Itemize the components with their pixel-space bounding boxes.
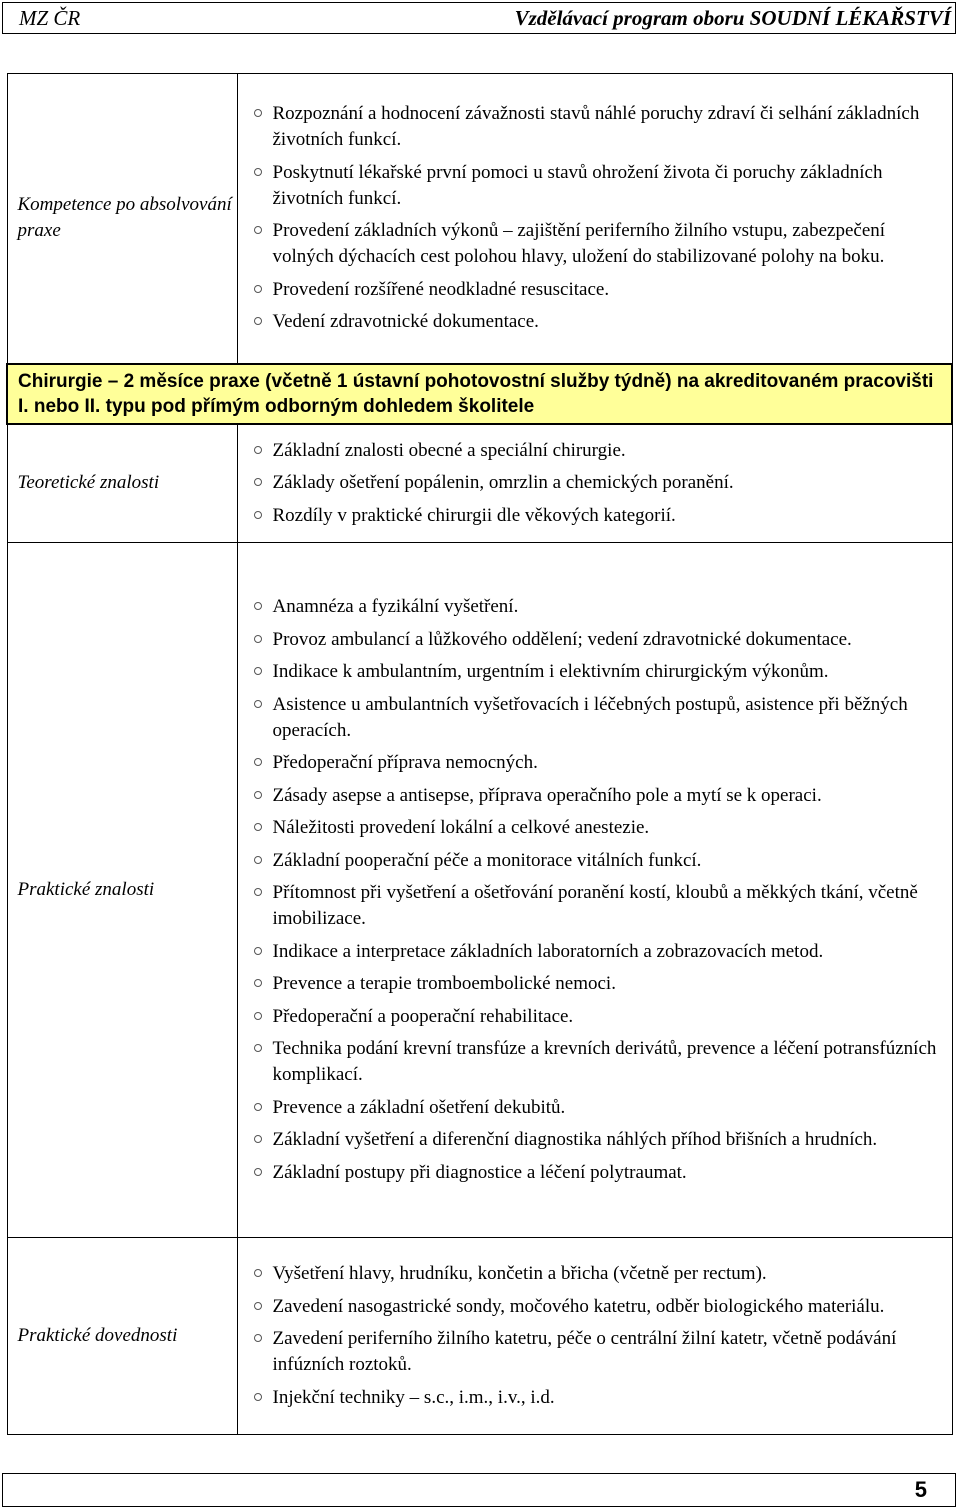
list-item: Zásady asepse a antisepse, příprava operačního pole a mytí se k operaci.	[248, 783, 944, 809]
theory-list	[248, 438, 944, 529]
list-item: Rozdíly v praktické chirurgii dle věkových kategorií.	[248, 503, 944, 529]
list-item: Provoz ambulancí a lůžkového oddělení; vedení zdravotnické dokumentace.	[248, 627, 944, 653]
list-item: Základní postupy při diagnostice a léčení polytraumat.	[248, 1160, 944, 1186]
list-item: Prevence a terapie tromboembolické nemoci.	[248, 971, 944, 997]
practice-label: Praktické znalosti	[7, 543, 237, 1238]
page-number: 5	[914, 1477, 927, 1502]
page-footer	[2, 1473, 956, 1507]
list-item: Předoperační a pooperační rehabilitace.	[248, 1004, 944, 1030]
surgery-banner: Chirurgie – 2 měsíce praxe (včetně 1 ústavní pohotovostní služby týdně) na akreditovaném pracovišti I. nebo II. typu pod přímým odborným dohledem školitele	[7, 364, 952, 424]
competence-content	[237, 74, 952, 364]
list-item: Základní vyšetření a diferenční diagnostika náhlých příhod břišních a hrudních.	[248, 1127, 944, 1153]
list-item: Základní znalosti obecné a speciální chirurgie.	[248, 438, 944, 464]
list-item: Vyšetření hlavy, hrudníku, končetin a břicha (včetně per rectum).	[248, 1261, 944, 1287]
skills-label: Praktické dovednosti	[7, 1238, 237, 1435]
competence-label: Kompetence po absolvování praxe	[7, 74, 237, 364]
skills-content	[237, 1238, 952, 1435]
list-item: Indikace k ambulantním, urgentním i elektivním chirurgickým výkonům.	[248, 659, 944, 685]
list-item: Provedení základních výkonů – zajištění periferního žilního vstupu, zabezpečení volných dýchacích cest polohou hlavy, uložení do stabilizované polohy na boku.	[248, 218, 944, 270]
skills-row	[7, 1238, 952, 1435]
theory-row	[7, 424, 952, 543]
competence-row	[7, 74, 952, 364]
list-item: Anamnéza a fyzikální vyšetření.	[248, 594, 944, 620]
list-item: Technika podání krevní transfúze a krevních derivátů, prevence a léčení potransfúzních komplikací.	[248, 1036, 944, 1088]
list-item: Prevence a základní ošetření dekubitů.	[248, 1095, 944, 1121]
list-item: Indikace a interpretace základních laboratorních a zobrazovacích metod.	[248, 939, 944, 965]
list-item: Základní pooperační péče a monitorace vitálních funkcí.	[248, 848, 944, 874]
theory-label: Teoretické znalosti	[7, 424, 237, 543]
list-item: Přítomnost při vyšetření a ošetřování poranění kostí, kloubů a měkkých tkání, včetně imobilizace.	[248, 880, 944, 932]
page-header	[2, 2, 956, 34]
header-ministry: MZ ČR	[19, 6, 81, 30]
practice-row	[7, 543, 952, 1238]
list-item: Předoperační příprava nemocných.	[248, 750, 944, 776]
competence-list	[248, 101, 944, 335]
practice-list	[248, 594, 944, 1186]
banner-row	[7, 364, 952, 424]
list-item: Náležitosti provedení lokální a celkové anestezie.	[248, 815, 944, 841]
list-item: Zavedení nasogastrické sondy, močového katetru, odběr biologického materiálu.	[248, 1294, 944, 1320]
list-item: Asistence u ambulantních vyšetřovacích i léčebných postupů, asistence při běžných operacích.	[248, 692, 944, 744]
list-item: Vedení zdravotnické dokumentace.	[248, 309, 944, 335]
header-program-title: Vzdělávací program oboru SOUDNÍ LÉKAŘSTVÍ	[514, 6, 951, 30]
list-item: Základy ošetření popálenin, omrzlin a chemických poranění.	[248, 470, 944, 496]
skills-list	[248, 1261, 944, 1411]
theory-content	[237, 424, 952, 543]
curriculum-table	[6, 73, 953, 1435]
practice-content	[237, 543, 952, 1238]
list-item: Injekční techniky – s.c., i.m., i.v., i.d.	[248, 1385, 944, 1411]
list-item: Provedení rozšířené neodkladné resuscitace.	[248, 277, 944, 303]
list-item: Zavedení periferního žilního katetru, péče o centrální žilní katetr, včetně podávání infúzních roztoků.	[248, 1326, 944, 1378]
list-item: Poskytnutí lékařské první pomoci u stavů ohrožení života či poruchy základních životních funkcí.	[248, 160, 944, 212]
list-item: Rozpoznání a hodnocení závažnosti stavů náhlé poruchy zdraví či selhání základních životních funkcí.	[248, 101, 944, 153]
